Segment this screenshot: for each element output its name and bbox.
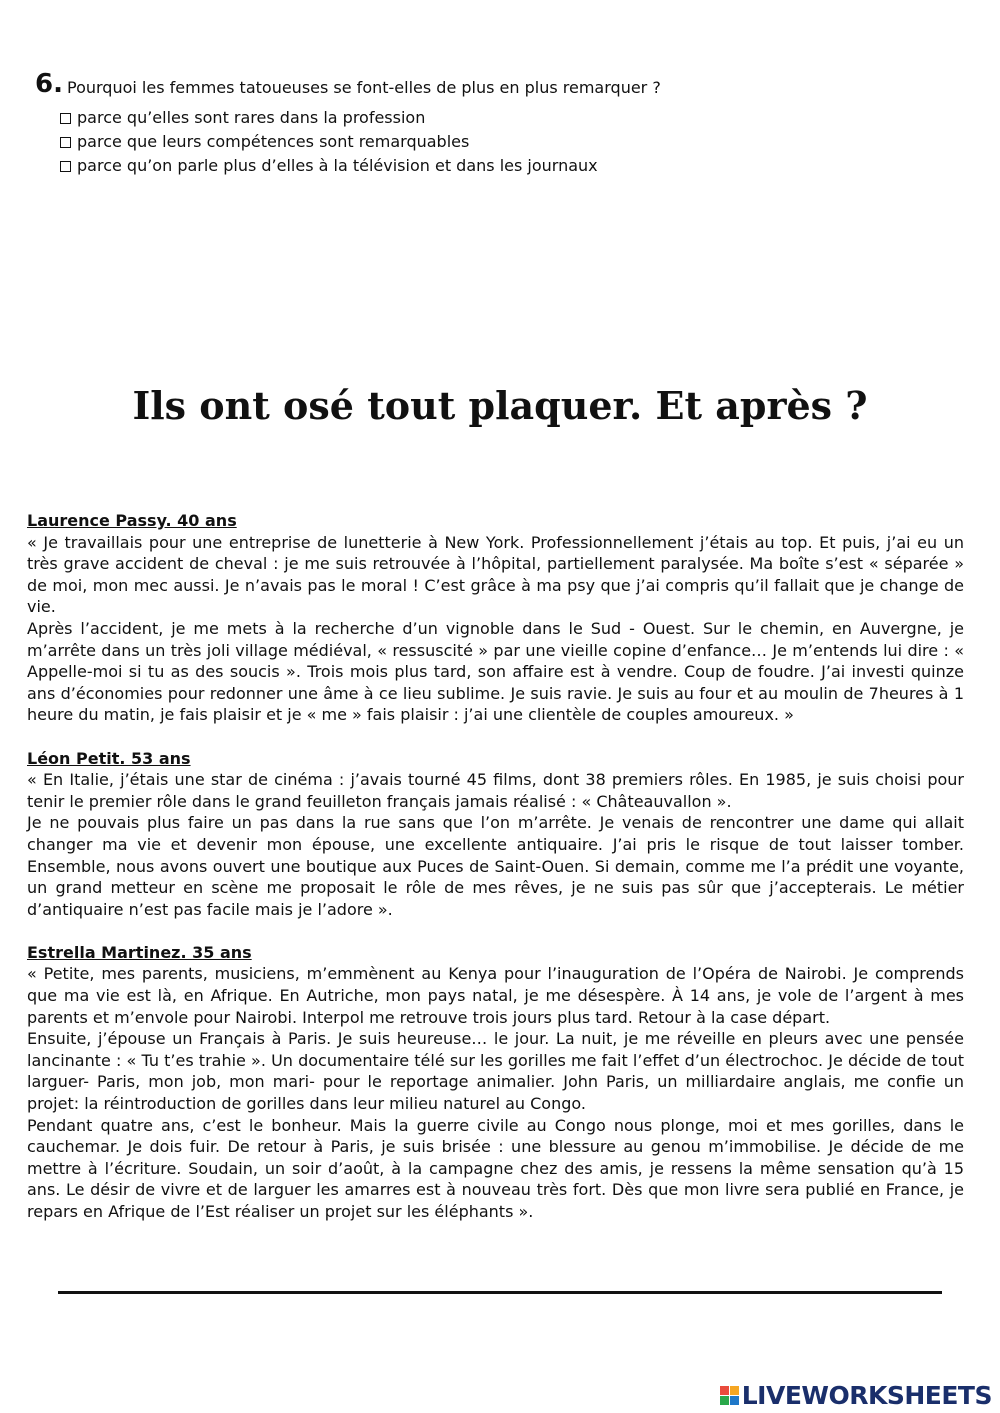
logo-square [730,1396,739,1405]
testimony-name: Estrella Martinez. 35 ans [27,942,252,962]
question-number: 6. [35,69,63,99]
answer-option-label: parce qu’elles sont rares dans la profession [77,108,426,127]
logo-icon [720,1386,739,1405]
testimony-name: Laurence Passy. 40 ans [27,511,237,530]
answer-option-label: parce que leurs compétences sont remarquables [77,132,470,151]
logo-square [720,1386,729,1395]
article-body [27,510,964,1244]
testimony-paragraph: « Je travaillais pour une entreprise de lunetterie à New York. Professionnellement j’étais au top. Et puis, j’ai eu un très grave accident de cheval : je me suis retrouvée à l’hôpital, partiellement paralysée. Ma boîte s’est « séparée » de moi, mon mec aussi. Je n’avais pas le moral ! C’est grâce à ma psy que j’ai compris qu’il fallait que je change de vie. [27,532,964,617]
testimony-estrella [27,942,964,1223]
liveworksheets-logo [720,1381,992,1409]
answer-option-2[interactable] [60,130,598,154]
answer-option-1[interactable] [60,106,598,130]
testimony-name: Léon Petit. 53 ans [27,748,191,768]
answer-option-3[interactable] [60,154,598,178]
checkbox-icon[interactable] [60,161,71,172]
checkbox-icon[interactable] [60,137,71,148]
testimony-laurence [27,510,964,726]
brand-text: LIVEWORKSHEETS [741,1380,992,1410]
testimony-paragraph: Après l’accident, je me mets à la recherche d’un vignoble dans le Sud - Ouest. Sur le chemin, en Auvergne, je m’arrête dans un très joli village médiéval, « ressuscité » par une vieille copine d’enfance… Je m’entends lui dire : « Appelle-moi si tu as des soucis ». Trois mois plus tard, son affaire est à vendre. Coup de foudre. J’ai investi quinze ans d’économies pour redonner une âme à ce lieu sublime. Je suis ravie. Je suis au four et au moulin de 7heures à 1 heure du matin, je fais plaisir et je « me » fais plaisir : j’ai une clientèle de couples amoureux. » [27,618,964,725]
horizontal-divider [58,1291,942,1294]
testimony-paragraph: « Petite, mes parents, musiciens, m’emmènent au Kenya pour l’inauguration de l’Opéra de Nairobi. Je comprends que ma vie est là, en Afrique. En Autriche, mon pays natal, je me désespère. À 14 ans, je vole de l’argent à mes parents et m’envole pour Nairobi. Interpol me retrouve trois jours plus tard. Retour à la case départ. [27,964,964,1027]
checkbox-icon[interactable] [60,113,71,124]
testimony-paragraph: Je ne pouvais plus faire un pas dans la rue sans que l’on m’arrête. Je venais de rencontrer une dame qui allait changer ma vie et devenir mon épouse, une excellente antiquaire. J’ai pris le risque de tout laisser tomber. Ensemble, nous avons ouvert une boutique aux Puces de Saint-Ouen. Si demain, comme me l’a prédit une voyante, un grand metteur en scène me proposait le rôle de mes rêves, je ne suis pas sûr que j’accepterais. Le métier d’antiquaire n’est pas facile mais je l’adore ». [27,813,964,919]
testimony-paragraph: « En Italie, j’étais une star de cinéma : j’avais tourné 45 films, dont 38 premiers rôles. En 1985, je suis choisi pour tenir le premier rôle dans le grand feuilleton français jamais réalisé : « Châteauvallon ». [27,770,964,811]
answer-option-label: parce qu’on parle plus d’elles à la télévision et dans les journaux [77,156,598,175]
answer-options [60,106,598,178]
article-title: Ils ont osé tout plaquer. Et après ? [132,383,868,429]
testimony-paragraph: Ensuite, j’épouse un Français à Paris. Je suis heureuse… le jour. La nuit, je me réveille en pleurs avec une pensée lancinante : « Tu t’es trahie ». Un documentaire télé sur les gorilles me fait l’effet d’un électrochoc. Je décide de tout larguer- Paris, mon job, mon mari- pour le reportage animalier. John Paris, un milliardaire anglais, me confie un projet: la réintroduction de gorilles dans leur milieu naturel au Congo. [27,1029,964,1114]
logo-square [730,1386,739,1395]
question-text: Pourquoi les femmes tatoueuses se font-elles de plus en plus remarquer ? [67,78,661,97]
testimony-paragraph: Pendant quatre ans, c’est le bonheur. Mais la guerre civile au Congo nous plonge, moi et mes gorilles, dans le cauchemar. Je dois fuir. De retour à Paris, je suis brisée : une blessure au genou m’immobilise. Je décide de me mettre à l’écriture. Soudain, un soir d’août, à la campagne chez des amis, je ressens la même sensation qu’à 15 ans. Le désir de vivre et de larguer les amarres est à nouveau très fort. Dès que mon livre sera publié en France, je repars en Afrique de l’Est réaliser un projet sur les éléphants ». [27,1115,964,1221]
logo-square [720,1396,729,1405]
testimony-leon [27,748,964,921]
